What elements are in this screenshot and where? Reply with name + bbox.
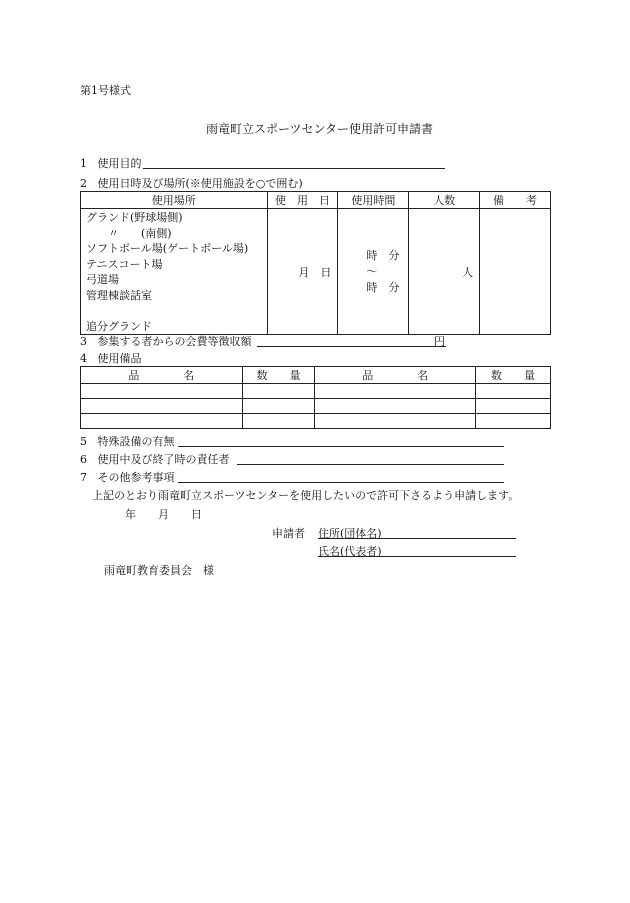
responsible-person-field[interactable] bbox=[237, 464, 504, 465]
item-7-number: 7 bbox=[80, 471, 87, 484]
time-separator: 〜 bbox=[366, 264, 378, 278]
facility-place-cell bbox=[81, 209, 268, 335]
place-option[interactable]: グランド(野球場側) bbox=[86, 211, 183, 224]
equipment-cell[interactable] bbox=[242, 414, 315, 429]
address-label: 住所(団体名) bbox=[318, 527, 382, 540]
applicant-label: 申請者 bbox=[272, 527, 305, 540]
item-5-label: 特殊設備の有無 bbox=[97, 435, 175, 448]
fee-field[interactable] bbox=[257, 346, 446, 347]
place-option[interactable]: テニスコート場 bbox=[86, 257, 163, 271]
address-field[interactable] bbox=[318, 538, 516, 539]
item-6-number: 6 bbox=[80, 453, 87, 466]
name-label: 氏名(代表者) bbox=[318, 545, 382, 558]
purpose-field[interactable] bbox=[143, 168, 445, 169]
addressee: 雨竜町教育委員会 様 bbox=[104, 564, 214, 577]
item-4 bbox=[80, 350, 142, 366]
equipment-header-item: 品 名 bbox=[81, 367, 243, 384]
item-4-number: 4 bbox=[80, 352, 87, 365]
equipment-cell[interactable] bbox=[81, 384, 243, 399]
application-statement: 上記のとおり雨竜町立スポーツセンターを使用したいので許可下さるよう申請します。 bbox=[92, 489, 520, 502]
equipment-cell[interactable] bbox=[476, 399, 551, 414]
item-5-number: 5 bbox=[80, 435, 87, 448]
form-number: 第1号様式 bbox=[80, 84, 131, 97]
item-3-label: 参集する者からの会費等徴収額 bbox=[97, 335, 252, 348]
equipment-cell[interactable] bbox=[315, 384, 476, 399]
equipment-header-qty: 数 量 bbox=[242, 367, 315, 384]
equipment-cell[interactable] bbox=[81, 399, 243, 414]
special-equipment-field[interactable] bbox=[178, 446, 504, 447]
equipment-table bbox=[80, 366, 551, 429]
equipment-row bbox=[81, 399, 551, 414]
item-7 bbox=[80, 469, 175, 485]
equipment-cell[interactable] bbox=[81, 414, 243, 429]
facility-header-people: 人数 bbox=[409, 192, 480, 209]
item-5 bbox=[80, 433, 175, 449]
item-1-number: 1 bbox=[80, 157, 87, 170]
item-3 bbox=[80, 333, 252, 349]
facility-header-date: 使 用 日 bbox=[267, 192, 338, 209]
page-title: 雨竜町立スポーツセンター使用許可申請書 bbox=[206, 122, 434, 136]
fee-unit: 円 bbox=[434, 335, 445, 348]
equipment-cell[interactable] bbox=[242, 384, 315, 399]
place-option[interactable]: 管理棟談話室 bbox=[86, 288, 152, 302]
time-start: 時 分 bbox=[366, 248, 400, 262]
place-option-blank bbox=[86, 303, 267, 319]
facility-remarks-cell[interactable] bbox=[480, 209, 551, 335]
equipment-cell[interactable] bbox=[315, 414, 476, 429]
equipment-cell[interactable] bbox=[476, 414, 551, 429]
item-1 bbox=[80, 155, 142, 171]
item-7-label: その他参考事項 bbox=[97, 471, 175, 484]
facility-time-cell[interactable] bbox=[338, 209, 409, 335]
item-2-number: 2 bbox=[80, 177, 87, 190]
other-notes-field[interactable] bbox=[178, 482, 504, 483]
equipment-row bbox=[81, 414, 551, 429]
item-6-label: 使用中及び終了時の責任者 bbox=[97, 453, 230, 466]
item-6 bbox=[80, 451, 230, 467]
item-3-number: 3 bbox=[80, 335, 87, 348]
place-option[interactable]: 追分グランド bbox=[86, 319, 152, 333]
facility-header-remarks: 備 考 bbox=[480, 192, 551, 209]
item-1-label: 使用目的 bbox=[97, 157, 142, 170]
equipment-header-qty: 数 量 bbox=[476, 367, 551, 384]
item-4-label: 使用備品 bbox=[97, 352, 142, 365]
item-2 bbox=[80, 175, 303, 191]
equipment-header-item: 品 名 bbox=[315, 367, 476, 384]
date-line[interactable]: 年 月 日 bbox=[125, 508, 202, 521]
people-unit: 人 bbox=[462, 265, 474, 279]
equipment-cell[interactable] bbox=[476, 384, 551, 399]
place-option[interactable]: ソフトボール場(ゲートボール場) bbox=[86, 242, 249, 255]
equipment-row bbox=[81, 384, 551, 399]
equipment-cell[interactable] bbox=[315, 399, 476, 414]
name-field[interactable] bbox=[318, 556, 516, 557]
facility-header-time: 使用時間 bbox=[338, 192, 409, 209]
facility-people-cell[interactable] bbox=[409, 209, 480, 335]
facility-date-cell[interactable] bbox=[267, 209, 338, 335]
facility-table bbox=[80, 191, 551, 335]
date-label: 月 日 bbox=[298, 265, 332, 279]
item-2-label: 使用日時及び場所(※使用施設を○で囲む) bbox=[97, 177, 303, 190]
place-option[interactable]: 〃 (南側) bbox=[108, 226, 172, 240]
place-option[interactable]: 弓道場 bbox=[86, 273, 119, 286]
facility-header-place: 使用場所 bbox=[81, 192, 268, 209]
equipment-cell[interactable] bbox=[242, 399, 315, 414]
time-end: 時 分 bbox=[366, 280, 400, 294]
